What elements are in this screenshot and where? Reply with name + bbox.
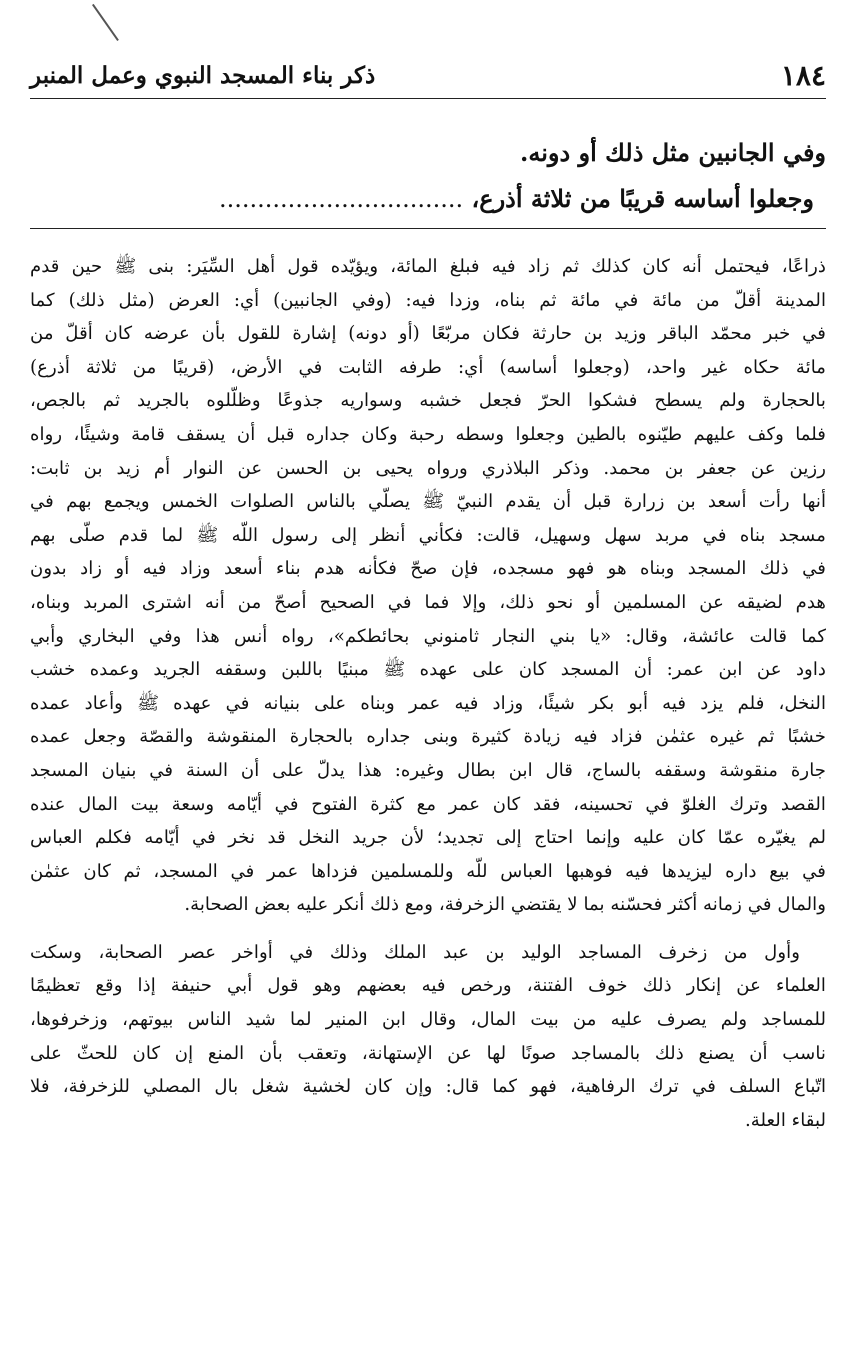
commentary-line: ذراعًا، فيحتمل أنه كان كذلك ثم زاد فيه فبلغ المائة، ويؤيّده قول أهل السِّيَر: بنى ﷺ حين قدم [30, 256, 826, 277]
commentary-line: والمال في زمانه أكثر فحسّنه بما لا يقتضي الزخرفة، ومع ذلك أنكر عليه بعض الصحابة. [184, 894, 826, 916]
corner-mark [92, 4, 119, 41]
commentary-body [30, 250, 826, 1137]
commentary-line: أنها رأت أسعد بن زرارة قبل أن يقدم النبيّ ﷺ يصلّي بالناس الصلوات الخمس ويجمع بهم في [30, 491, 826, 513]
running-title: ذكر بناء المسجد النبوي وعمل المنبر [30, 61, 376, 89]
commentary-line: لبقاء العلة. [744, 1109, 826, 1131]
poem-text [160, 130, 826, 222]
commentary-line: كما قالت عائشة، وقال: «يا بني النجار ثامنوني بحائطكم»، رواه أنس هذا وفي البخاري وأبي [30, 625, 826, 647]
poem-ellipsis: ................................ [219, 185, 464, 213]
commentary-line: هدم لضيقه عن المسلمين أو نحو ذلك، وإلا فما في الصحيح أصحّ من أنه اشترى المربد وبناه، [30, 591, 826, 613]
commentary-line: رزين عن جعفر بن محمد. وذكر البلاذري ورواه يحيى بن الحسن عن النوار أم زيد بن ثابت: [30, 457, 826, 479]
commentary-paragraph-2 [30, 936, 826, 1138]
commentary-line: في بيع داره ليزيدها فيه فوهبها العباس للّه وللمسلمين فزداها عمر في المسجد، ثم كان عثمٰن [30, 860, 826, 882]
commentary-line: بالحجارة ولم يسطح فشكوا الحرّ فجعل خشبه وسواريه جذوعًا وظلّلوه بالجريد ثم بالجص، [30, 390, 826, 412]
poem-line-2 [160, 176, 826, 222]
commentary-line: لم يغيّره عمّا كان عليه وإنما احتاج إلى تجديد؛ لأن جريد النخل قد نخر في أيّامه فكلم العباس [30, 827, 826, 849]
page-header [30, 52, 826, 99]
commentary-line: المدينة أقلّ من مائة في مائة ثم بناه، وزدا فيه: (وفي الجانبين) أي: العرض (مثل ذلك) كما [30, 289, 826, 311]
commentary-paragraph-1 [30, 250, 826, 922]
commentary-line: وأول من زخرف المساجد الوليد بن عبد الملك وذلك في أواخر عصر الصحابة، وسكت [30, 941, 800, 963]
commentary-line: النخل، فلم يزد فيه أبو بكر شيئًا، وزاد فيه عمر وبناه على بنيانه في عهده ﷺ وأعاد عمده [30, 692, 826, 714]
commentary-line: في خبر محمّد الباقر وزيد بن حارثة فكان مربّعًا (أو دونه) إشارة للقول بأن عرضه كان أقلّ من [30, 323, 826, 345]
commentary-line: في ذلك المسجد وبناه هو فهو مسجده، فإن صحّ فكأنه هدم بناء أسعد وزاد فيه أو زاد بدون [30, 558, 826, 580]
commentary-line: داود عن ابن عمر: أن المسجد كان على عهده ﷺ مبنيًا باللبن وسقفه الجريد وعمده خشب [30, 659, 826, 681]
commentary-line: خشبًا ثم غيره عثمٰن فزاد فيه زيادة كثيرة وبنى جداره بالحجارة المنقوشة والقصّة وجعل عمده [30, 726, 826, 748]
text-separator [30, 228, 826, 229]
poem-line-1: وفي الجانبين مثل ذلك أو دونه. [520, 138, 826, 167]
page-number: ١٨٤ [780, 58, 826, 92]
poem-line-2-text: وجعلوا أساسه قريبًا من ثلاثة أذرع، [471, 184, 814, 213]
commentary-line: ناسب أن يصنع ذلك بالمساجد صونًا لها عن الإستهانة، وتعقب بأن المنع إن كان للحثّ على [30, 1042, 826, 1064]
commentary-line: للمساجد ولم يصرف عليه من بيت المال، وقال ابن المنير لما شيد الناس بيوتهم، وزخرفوها، [30, 1009, 826, 1031]
commentary-line: مائة حكاه غير واحد، (وجعلوا أساسه) أي: طرفه الثابت في الأرض، (قريبًا من ثلاثة أذرع) [30, 356, 826, 378]
commentary-line: جارة منقوشة وسقفه بالساج، قال ابن بطال وغيره: هذا يدلّ على أن السنة في بنيان المسجد [30, 759, 826, 781]
commentary-line: مسجد بناه في مربد سهل وسهيل، قالت: فكأني أنظر إلى رسول اللّه ﷺ لما قدم صلّى بهم [30, 524, 826, 546]
commentary-line: القصد وترك الغلوّ في تحسينه، فقد كان عمر مع كثرة الفتوح في أيّامه وسعة بيت المال عنده [30, 793, 826, 815]
commentary-line: فلما وكف عليهم طيّنوه بالطين وجعلوا وسطه رحبة وكان جداره قبل أن يسقف قامة وشيئًا، رواه [30, 423, 826, 445]
commentary-line: العلماء عن إنكار ذلك خوف الفتنة، ورخص فيه بعضهم وهو قول أبي حنيفة إذا وقع تعظيمًا [30, 975, 826, 997]
commentary-line: اتّباع السلف في ترك الرفاهية، فهو كما قال: وإن كان لخشية شغل بال المصلي للزخرفة، فلا [30, 1076, 826, 1098]
